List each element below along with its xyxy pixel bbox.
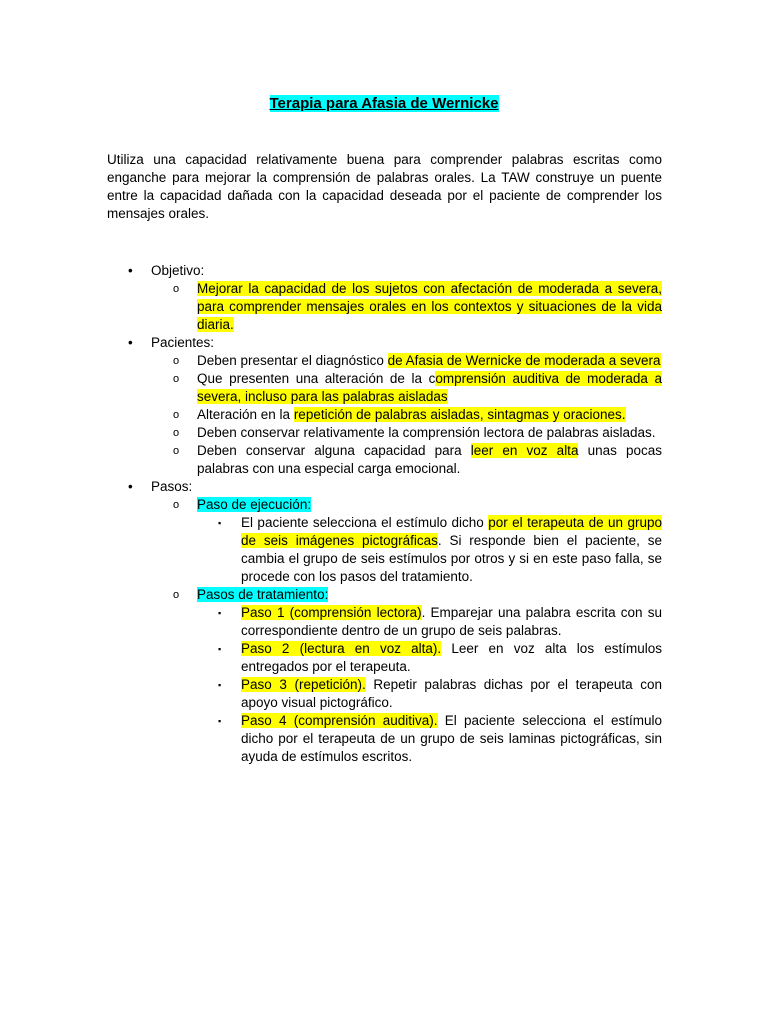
pacientes-item xyxy=(0,406,768,424)
pasos-tratamiento xyxy=(0,586,768,604)
tratamiento-paso-3 xyxy=(0,676,768,712)
sub-bullet-marker: o xyxy=(173,445,180,457)
subsection-label: Paso de ejecución: xyxy=(197,497,312,512)
sub-bullet-marker: o xyxy=(173,427,180,439)
subsection-label: Pasos de tratamiento: xyxy=(197,587,329,602)
highlighted-text: de Afasia de Wernicke de moderada a severa xyxy=(387,353,661,368)
square-bullet-marker: ▪ xyxy=(218,716,222,726)
bullet-marker: • xyxy=(128,335,133,350)
content-list xyxy=(0,262,768,766)
step-text: El paciente selecciona el estímulo dicho por el terapeuta de un grupo de seis laminas pictográficas, sin ayuda de estímulos escritos. xyxy=(241,713,662,764)
step-label: Paso 2 (lectura en voz alta). xyxy=(241,641,442,656)
section-heading: Pacientes: xyxy=(151,335,215,350)
sub-bullet-marker: o xyxy=(173,355,180,367)
square-bullet-marker: ▪ xyxy=(218,680,222,690)
pacientes-item xyxy=(0,424,768,442)
item-text: Deben conservar relativamente la comprensión lectora de palabras aisladas. xyxy=(197,425,656,440)
item-text: El paciente selecciona el estímulo dicho xyxy=(241,515,489,530)
sub-bullet-marker: o xyxy=(173,499,180,511)
title-text: Terapia para Afasia de Wernicke xyxy=(269,95,499,112)
highlighted-text: omprensión auditiva de moderada a severa, incluso para las palabras aisladas xyxy=(197,371,662,404)
tratamiento-paso-1 xyxy=(0,604,768,640)
square-bullet-marker: ▪ xyxy=(218,644,222,654)
highlighted-text: Mejorar la capacidad de los sujetos con afectación de moderada a severa, para comprender mensajes orales en los contextos y situaciones de la vida diaria. xyxy=(197,281,662,332)
sub-bullet-marker: o xyxy=(173,373,180,385)
sub-bullet-marker: o xyxy=(173,589,180,601)
section-pacientes xyxy=(0,334,768,352)
item-text: Alteración en la xyxy=(197,407,294,422)
step-label: Paso 4 (comprensión auditiva). xyxy=(241,713,438,728)
section-heading: Objetivo: xyxy=(151,263,205,278)
square-bullet-marker: ▪ xyxy=(218,608,222,618)
square-bullet-marker: ▪ xyxy=(218,518,222,528)
bullet-marker: • xyxy=(128,479,133,494)
step-text: . Emparejar una palabra escrita con su correspondiente dentro de un grupo de seis palabras. xyxy=(241,605,662,638)
tratamiento-paso-4 xyxy=(0,712,768,766)
objetivo-item xyxy=(0,280,768,334)
pasos-ejecucion xyxy=(0,496,768,514)
step-text: Repetir palabras dichas por el terapeuta con apoyo visual pictográfico. xyxy=(241,677,662,710)
bullet-marker: • xyxy=(128,263,133,278)
item-text: unas pocas palabras con una especial carga emocional. xyxy=(197,443,662,476)
highlighted-text: repetición de palabras aisladas, sintagmas y oraciones. xyxy=(293,407,626,422)
document-title xyxy=(0,94,768,114)
pacientes-item xyxy=(0,370,768,406)
step-label: Paso 1 (comprensión lectora) xyxy=(241,605,422,620)
section-objetivo xyxy=(0,262,768,280)
section-pasos xyxy=(0,478,768,496)
item-text: Deben conservar alguna capacidad para xyxy=(197,443,471,458)
highlighted-text: leer en voz alta xyxy=(470,443,579,458)
pacientes-item xyxy=(0,352,768,370)
item-text: . Si responde bien el paciente, se cambia el grupo de seis estímulos por otros y si en este paso falla, se procede con los pasos del tratamiento. xyxy=(241,533,662,584)
tratamiento-paso-2 xyxy=(0,640,768,676)
step-text: Leer en voz alta los estímulos entregados por el terapeuta. xyxy=(241,641,663,674)
step-label: Paso 3 (repetición). xyxy=(241,677,366,692)
sub-bullet-marker: o xyxy=(173,409,180,421)
section-heading: Pasos: xyxy=(151,479,193,494)
highlighted-text: por el terapeuta de un grupo de seis imágenes pictográficas xyxy=(241,515,662,548)
item-text: Deben presentar el diagnóstico xyxy=(197,353,388,368)
sub-bullet-marker: o xyxy=(173,283,180,295)
intro-paragraph: Utiliza una capacidad relativamente buena para comprender palabras escritas como enganche para mejorar la comprensión de palabras orales. La TAW construye un puente entre la capacidad dañada con la capacidad deseada por el paciente de comprender los mensajes orales. xyxy=(107,152,662,221)
pacientes-item xyxy=(0,442,768,478)
item-text: Que presenten una alteración de la c xyxy=(197,371,436,386)
ejecucion-item xyxy=(0,514,768,586)
